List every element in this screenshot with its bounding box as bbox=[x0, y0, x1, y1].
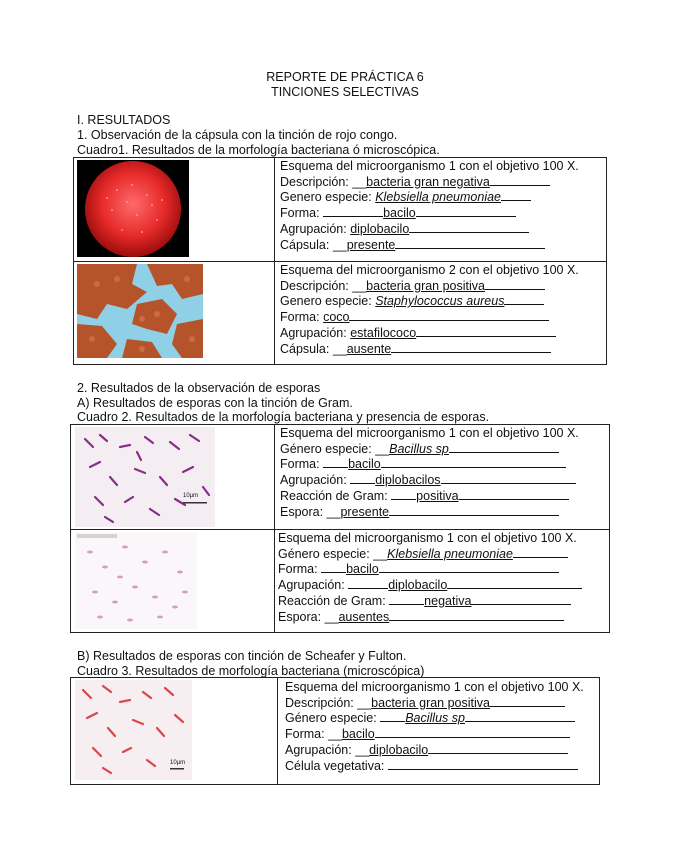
capsule-value: presente bbox=[346, 237, 396, 252]
table1-row1-text: Esquema del microorganismo 1 con el objetivo 100 X. Descripción: __bacteria gran negativa Genero especie: Klebsiella pneumoniae Forma: bacilo Agrupación: diplobacilo Cápsula: __presente bbox=[280, 159, 579, 252]
genus-label: Género especie: bbox=[278, 546, 370, 561]
schaeffer-fulton-stain-image bbox=[75, 680, 192, 780]
staphylococcus-clusters-image bbox=[77, 264, 203, 358]
gram-reaction-label: Reacción de Gram: bbox=[278, 593, 386, 608]
table2-caption: Cuadro 2. Resultados de la morfología bacteriana y presencia de esporas. bbox=[77, 410, 490, 424]
form-value: coco bbox=[323, 310, 350, 325]
form-label: Forma: bbox=[280, 310, 320, 325]
capsule-label: Cápsula: bbox=[280, 237, 330, 252]
description-label: Descripción: bbox=[280, 278, 349, 293]
form-value: bacilo bbox=[383, 206, 416, 221]
table1-caption: Cuadro1. Resultados de la morfología bacteriana ó microscópica. bbox=[77, 143, 440, 157]
table2 bbox=[70, 424, 610, 633]
form-label: Forma: bbox=[285, 727, 325, 742]
form-value: bacilo bbox=[341, 727, 375, 742]
spores-heading: 2. Resultados de la observación de esporas bbox=[77, 381, 321, 395]
grouping-label: Agrupación: bbox=[280, 473, 347, 488]
schema-label: Esquema del microorganismo 1 con el objetivo 100 X. bbox=[280, 426, 579, 440]
schema-label: Esquema del microorganismo 1 con el objetivo 100 X. bbox=[280, 159, 579, 173]
red-stained-culture-image bbox=[77, 160, 189, 257]
report-subtitle: TINCIONES SELECTIVAS bbox=[271, 85, 419, 99]
table3-row-text: Esquema del microorganismo 1 con el objetivo 100 X. Descripción: __bacteria gran positiva Género especie: Bacillus sp Forma: __bacilo Agrupación: __diplobacilo Célula vegetativa: bbox=[285, 680, 584, 773]
genus-label: Genero especie: bbox=[280, 294, 372, 309]
spore-label: Espora: bbox=[278, 609, 322, 624]
table3-caption: Cuadro 3. Resultados de morfología bacteriana (microscópica) bbox=[77, 664, 425, 678]
scale-bar-label: 10µm bbox=[183, 493, 199, 499]
capsule-value: ausente bbox=[346, 341, 392, 356]
schema-label: Esquema del microorganismo 1 con el objetivo 100 X. bbox=[278, 531, 577, 545]
genus-label: Genero especie: bbox=[280, 190, 372, 205]
form-label: Forma: bbox=[280, 206, 320, 221]
genus-value: Klebsiella pneumoniae bbox=[387, 546, 513, 561]
schaeffer-fulton-subheading: B) Resultados de esporas con tinción de Scheafer y Fulton. bbox=[77, 649, 407, 663]
capsule-label: Cápsula: bbox=[280, 341, 330, 356]
description-value: bacteria gran negativa bbox=[366, 174, 490, 189]
spore-value: presente bbox=[340, 504, 390, 519]
genus-value: Klebsiella pneumoniae bbox=[375, 190, 501, 205]
grouping-value: diplobacilo bbox=[350, 221, 410, 236]
grouping-value: diplobacilos bbox=[375, 473, 441, 488]
results-heading: I. RESULTADOS bbox=[77, 113, 171, 127]
genus-label: Género especie: bbox=[280, 441, 372, 456]
description-value: bacteria gran positiva bbox=[371, 695, 490, 710]
grouping-value: diplobacilo bbox=[388, 578, 448, 593]
table2-row2-text: Esquema del microorganismo 1 con el objetivo 100 X. Género especie: __Klebsiella pneumoniae Forma: bacilo Agrupación: diplobacilo Reacción de Gram: negativa Espora: __ausentes bbox=[278, 531, 582, 624]
form-label: Forma: bbox=[278, 562, 318, 577]
form-value: bacilo bbox=[346, 562, 379, 577]
report-title: REPORTE DE PRÁCTICA 6 bbox=[266, 70, 424, 84]
gram-spores-subheading: A) Resultados de esporas con la tinción de Gram. bbox=[77, 396, 353, 410]
capsule-observation-heading: 1. Observación de la cápsula con la tinción de rojo congo. bbox=[77, 128, 398, 142]
scale-bar-label: 10µm bbox=[170, 760, 186, 766]
grouping-label: Agrupación: bbox=[280, 221, 347, 236]
gram-reaction-label: Reacción de Gram: bbox=[280, 488, 388, 503]
form-value: bacilo bbox=[348, 457, 381, 472]
schema-label: Esquema del microorganismo 2 con el objetivo 100 X. bbox=[280, 263, 579, 277]
genus-value: Bacillus sp bbox=[405, 711, 465, 726]
gram-stain-klebsiella-image bbox=[75, 532, 197, 629]
genus-label: Género especie: bbox=[285, 711, 377, 726]
spore-label: Espora: bbox=[280, 504, 324, 519]
genus-value: Bacillus sp bbox=[389, 441, 449, 456]
grouping-label: Agrupación: bbox=[280, 325, 347, 340]
vegetative-cell-label: Célula vegetativa: bbox=[285, 758, 385, 773]
gram-stain-bacillus-image bbox=[75, 427, 215, 527]
grouping-label: Agrupación: bbox=[278, 578, 345, 593]
table1-row2-text: Esquema del microorganismo 2 con el objetivo 100 X. Descripción: __bacteria gran positiva Genero especie: Staphylococcus aureus Forma: coco Agrupación: estafilococo Cápsula: __ausente bbox=[280, 263, 579, 356]
grouping-label: Agrupación: bbox=[285, 742, 352, 757]
table2-row1-text: Esquema del microorganismo 1 con el objetivo 100 X. Género especie: __Bacillus sp Forma: bacilo Agrupación: diplobacilos Reacción de Gram: positiva Espora: __presente bbox=[280, 426, 579, 519]
description-label: Descripción: bbox=[280, 174, 349, 189]
form-label: Forma: bbox=[280, 457, 320, 472]
spore-value: ausentes bbox=[338, 609, 390, 624]
grouping-value: estafilococo bbox=[350, 325, 417, 340]
gram-reaction-value: positiva bbox=[416, 488, 459, 503]
schema-label: Esquema del microorganismo 1 con el objetivo 100 X. bbox=[285, 680, 584, 694]
table3 bbox=[70, 677, 600, 785]
description-label: Descripción: bbox=[285, 695, 354, 710]
gram-reaction-value: negativa bbox=[424, 593, 472, 608]
description-value: bacteria gran positiva bbox=[366, 278, 485, 293]
grouping-value: diplobacilo bbox=[369, 742, 429, 757]
genus-value: Staphylococcus aureus bbox=[375, 294, 505, 309]
table1 bbox=[73, 157, 607, 365]
